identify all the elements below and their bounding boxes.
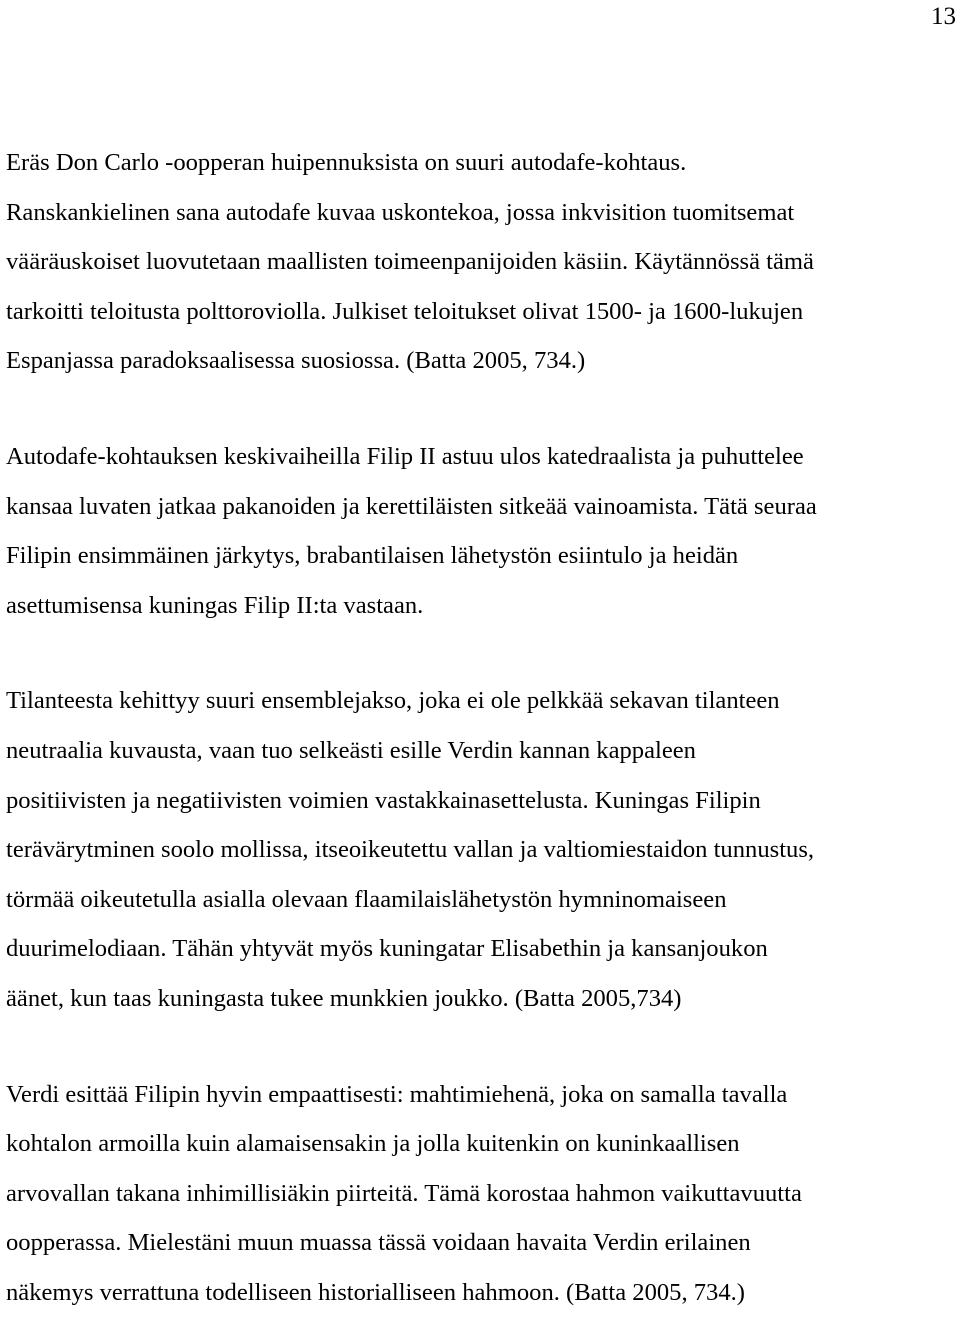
paragraph-ensemble	[6, 676, 958, 1023]
text-line: positiivisten ja negatiivisten voimien vastakkainasettelusta. Kuningas Filipin	[6, 776, 958, 826]
text-line: terävärytminen soolo mollissa, itseoikeutettu vallan ja valtiomiestaidon tunnustus,	[6, 825, 958, 875]
text-line: kohtalon armoilla kuin alamaisensakin ja jolla kuitenkin on kuninkaallisen	[6, 1119, 958, 1169]
document-body	[6, 138, 958, 1317]
paragraph-verdi-portrayal	[6, 1070, 958, 1317]
text-line: neutraalia kuvausta, vaan tuo selkeästi esille Verdin kannan kappaleen	[6, 726, 958, 776]
paragraph-filip-speech	[6, 432, 958, 630]
text-line: vääräuskoiset luovutetaan maallisten toimeenpanijoiden käsiin. Käytännössä tämä	[6, 237, 958, 287]
text-line: Autodafe-kohtauksen keskivaiheilla Filip II astuu ulos katedraalista ja puhuttelee	[6, 432, 958, 482]
text-line: duurimelodiaan. Tähän yhtyvät myös kuningatar Elisabethin ja kansanjoukon	[6, 924, 958, 974]
text-line: Filipin ensimmäinen järkytys, brabantilaisen lähetystön esiintulo ja heidän	[6, 531, 958, 581]
text-line: tarkoitti teloitusta polttoroviolla. Julkiset teloitukset olivat 1500- ja 1600-lukujen	[6, 287, 958, 337]
text-line: Ranskankielinen sana autodafe kuvaa uskontekoa, jossa inkvisition tuomitsemat	[6, 188, 958, 238]
text-line: näkemys verrattuna todelliseen historialliseen hahmoon. (Batta 2005, 734.)	[6, 1268, 958, 1317]
text-line: törmää oikeutetulla asialla olevaan flaamilaislähetystön hymninomaiseen	[6, 875, 958, 925]
text-line: arvovallan takana inhimillisiäkin piirteitä. Tämä korostaa hahmon vaikuttavuutta	[6, 1169, 958, 1219]
page-number: 13	[931, 2, 956, 32]
text-line: oopperassa. Mielestäni muun muassa tässä voidaan havaita Verdin erilainen	[6, 1218, 958, 1268]
text-line: kansaa luvaten jatkaa pakanoiden ja kerettiläisten sitkeää vainoamista. Tätä seuraa	[6, 482, 958, 532]
text-line: äänet, kun taas kuningasta tukee munkkien joukko. (Batta 2005,734)	[6, 974, 958, 1024]
text-line: Espanjassa paradoksaalisessa suosiossa. (Batta 2005, 734.)	[6, 336, 958, 386]
paragraph-autodafe-intro	[6, 138, 958, 386]
text-line: asettumisensa kuningas Filip II:ta vastaan.	[6, 581, 958, 631]
text-line: Eräs Don Carlo -oopperan huipennuksista on suuri autodafe-kohtaus.	[6, 138, 958, 188]
text-line: Verdi esittää Filipin hyvin empaattisesti: mahtimiehenä, joka on samalla tavalla	[6, 1070, 958, 1120]
text-line: Tilanteesta kehittyy suuri ensemblejakso, joka ei ole pelkkää sekavan tilanteen	[6, 676, 958, 726]
